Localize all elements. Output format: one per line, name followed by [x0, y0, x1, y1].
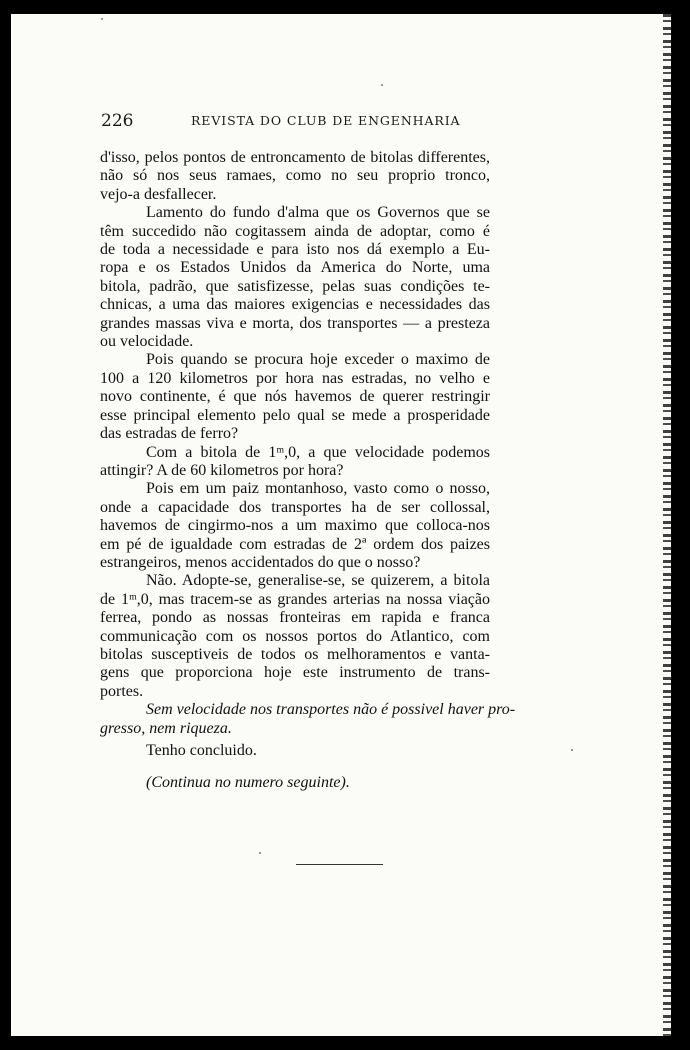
closing-statement: Tenho concluido.: [146, 742, 257, 759]
text-line: Pois quando se procura hoje exceder o maximo de: [146, 351, 490, 369]
text-line: attingir? A de 60 kilometros por hora?: [100, 461, 344, 479]
book-page: [11, 14, 671, 1036]
scan-speck: [259, 852, 261, 854]
text-line: em pé de igualdade com estradas de 2ª ordem dos paizes: [100, 535, 490, 553]
text-line: d'isso, pelos pontos de entroncamento de bitolas differentes,: [100, 149, 490, 166]
text-line: das estradas de ferro?: [100, 425, 239, 443]
text-line: chnicas, a uma das maiores exigencias e necessidades das: [100, 296, 490, 314]
text-line: ferrea, pondo as nossas fronteiras em rapida e franca: [100, 609, 490, 627]
text-line: novo continente, é que nós havemos de querer restringir: [100, 388, 490, 406]
text-line: Com a bitola de 1ᵐ,0, a que velocidade podemos: [146, 443, 490, 461]
text-line: communicação com os nossos portos do Atlantico, com: [100, 627, 490, 645]
text-line: não só nos seus ramaes, como no seu proprio tronco,: [100, 167, 490, 185]
text-line: de 1ᵐ,0, mas tracem-se as grandes arterias na nossa viação: [100, 590, 490, 608]
text-line: ropa e os Estados Unidos da America do Norte, uma: [100, 259, 490, 277]
text-line: têm succedido não cogitassem ainda de adoptar, como é: [100, 222, 490, 240]
text-line-italic: Sem velocidade nos transportes não é possivel haver pro-: [146, 701, 516, 719]
page-number: 226: [101, 111, 134, 131]
continuation-note: (Continua no numero seguinte).: [146, 774, 350, 792]
text-line-italic: gresso, nem riqueza.: [100, 719, 232, 737]
text-line: de toda a necessidade e para isto nos dá exemplo a Eu-: [100, 241, 490, 259]
text-line: estrangeiros, menos accidentados do que o nosso?: [100, 553, 421, 571]
text-line: 100 a 120 kilometros por hora nas estradas, no velho e: [100, 369, 490, 387]
scan-speck: [571, 749, 573, 751]
text-line: bitolas susceptiveis de todos os melhoramentos e vanta-: [100, 645, 490, 663]
journal-title: REVISTA DO CLUB DE ENGENHARIA: [191, 113, 461, 128]
text-line: havemos de cingirmo-nos a um maximo que colloca-nos: [100, 517, 490, 535]
text-line: Lamento do fundo d'alma que os Governos que se: [146, 204, 490, 222]
page-edge-scan-artifact: [663, 14, 671, 1036]
text-line: Pois em um paiz montanhoso, vasto como o nosso,: [146, 480, 490, 498]
text-line: gens que proporciona hoje este instrumento de trans-: [100, 664, 490, 682]
article-text: [100, 149, 516, 793]
scan-speck: [381, 84, 383, 86]
text-line: onde a capacidade dos transportes ha de ser collossal,: [100, 498, 490, 516]
text-line: esse principal elemento pelo qual se mede a prosperidade: [100, 406, 490, 424]
text-line: portes.: [100, 682, 144, 700]
scan-speck: [101, 18, 103, 20]
text-line: bitola, padrão, que satisfizesse, pelas suas condições te-: [100, 277, 490, 295]
text-line: grandes massas viva e morta, dos transportes — a presteza: [100, 314, 490, 332]
closing-rule: [296, 864, 383, 865]
text-line: vejo-a desfallecer.: [100, 185, 217, 203]
text-line: Não. Adopte-se, generalise-se, se quizerem, a bitola: [146, 572, 490, 590]
text-line: ou velocidade.: [100, 333, 194, 351]
